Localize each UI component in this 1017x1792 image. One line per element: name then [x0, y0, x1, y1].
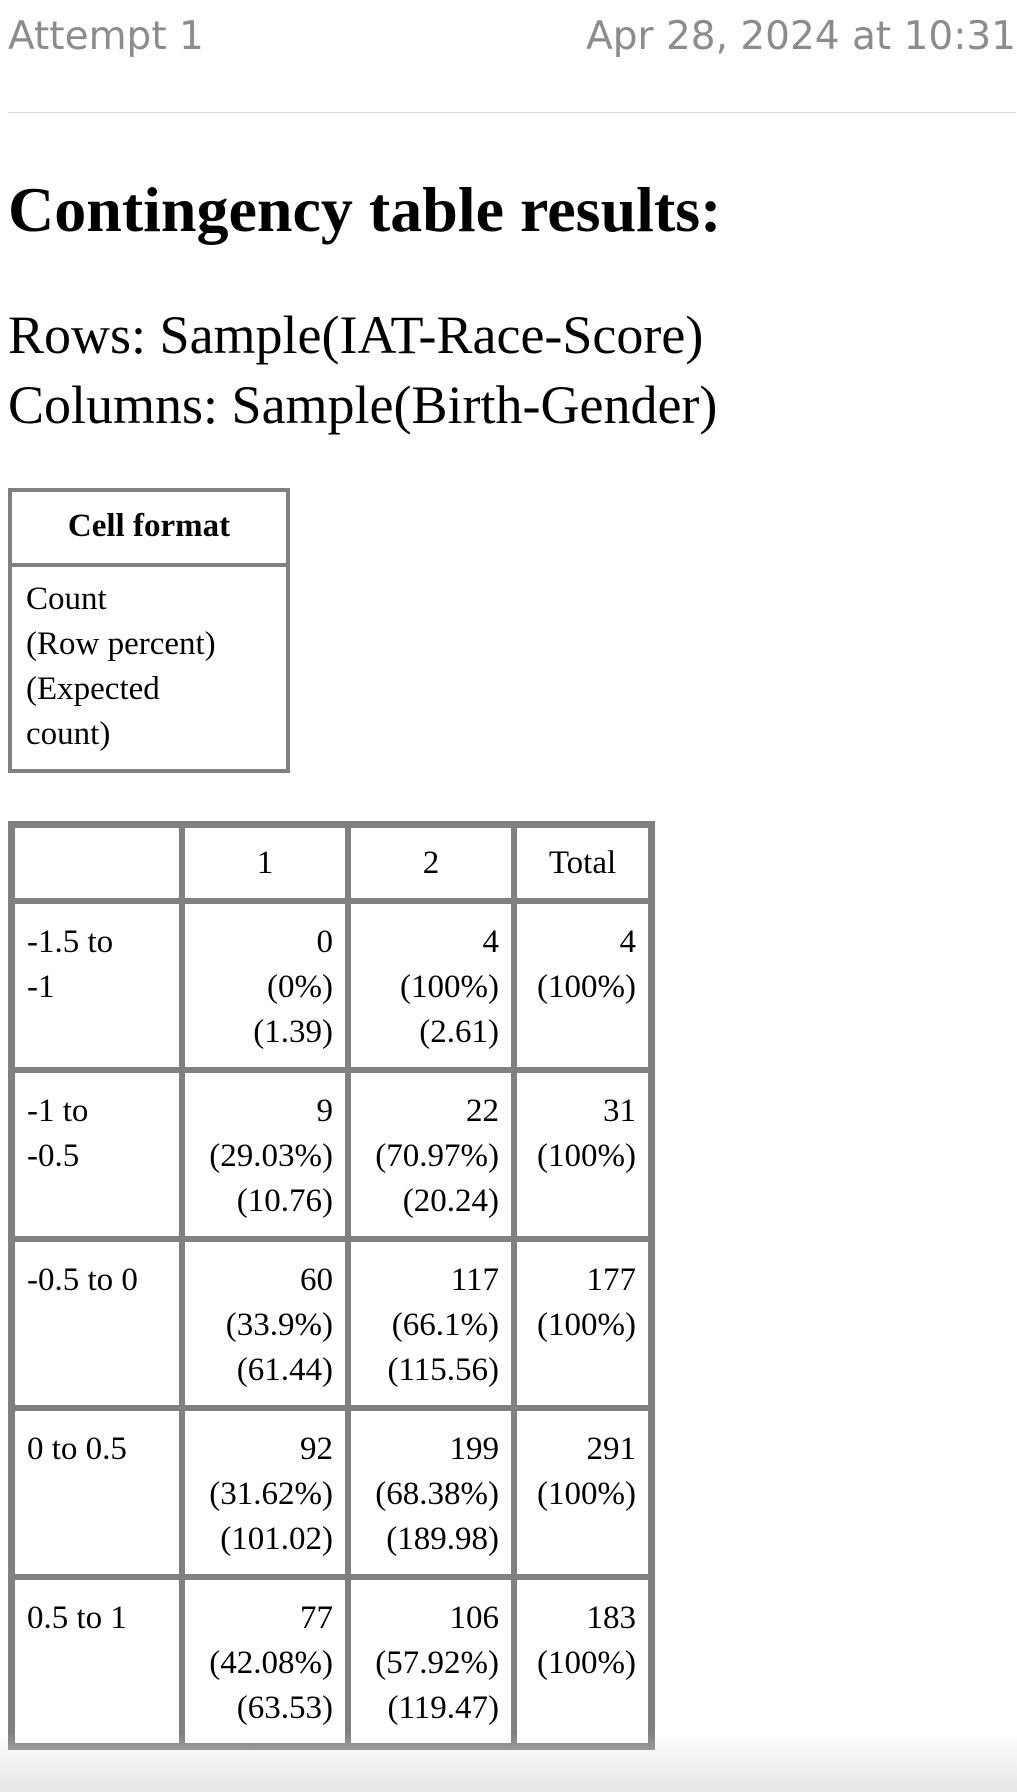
attempt-header — [8, 0, 1016, 113]
cell-format-header: Cell format — [12, 492, 286, 567]
cell-count: 106 — [449, 1600, 499, 1636]
cell-count: 60 — [300, 1262, 333, 1298]
cell-count: 0 — [316, 924, 333, 960]
table-cell — [514, 1239, 651, 1408]
table-row — [12, 1577, 651, 1746]
columns-label: Columns: Sample(Birth-Gender) — [8, 375, 718, 435]
cell-expected-count: (101.02) — [220, 1521, 333, 1557]
cell-row-percent: (0%) — [267, 969, 333, 1005]
cell-expected-count: (63.53) — [236, 1690, 333, 1726]
row-label — [12, 1577, 182, 1746]
cell-count: 291 — [586, 1431, 636, 1467]
output-panel — [8, 170, 721, 1750]
table-cell — [348, 1577, 514, 1746]
cell-count: 4 — [482, 924, 499, 960]
cell-expected-count: (2.61) — [419, 1014, 499, 1050]
table-cell — [182, 1239, 348, 1408]
row-label-line: 0 to 0.5 — [27, 1431, 127, 1467]
cell-row-percent: (100%) — [537, 969, 636, 1005]
cell-format-legend — [8, 488, 290, 773]
cell-row-percent: (100%) — [400, 969, 499, 1005]
cell-format-line: (Expected — [26, 671, 160, 707]
cell-row-percent: (42.08%) — [209, 1645, 333, 1681]
table-cell — [182, 1408, 348, 1577]
row-label-line: -1 — [27, 969, 55, 1005]
table-cell — [514, 1070, 651, 1239]
table-row — [12, 1070, 651, 1239]
table-cell — [514, 1408, 651, 1577]
row-label — [12, 1070, 182, 1239]
cell-row-percent: (70.97%) — [375, 1138, 499, 1174]
row-label-line: -1.5 to — [27, 924, 114, 960]
cell-count: 199 — [449, 1431, 499, 1467]
cell-expected-count: (20.24) — [402, 1183, 499, 1219]
cell-expected-count: (189.98) — [386, 1521, 499, 1557]
row-label-line: 0.5 to 1 — [27, 1600, 127, 1636]
cell-row-percent: (100%) — [537, 1307, 636, 1343]
row-label — [12, 1408, 182, 1577]
cell-count: 9 — [316, 1093, 333, 1129]
cell-count: 22 — [466, 1093, 499, 1129]
cell-count: 31 — [603, 1093, 636, 1129]
table-cell — [182, 1577, 348, 1746]
row-label-line: -0.5 to 0 — [27, 1262, 138, 1298]
table-cell — [348, 901, 514, 1070]
cell-count: 177 — [586, 1262, 636, 1298]
cell-row-percent: (33.9%) — [225, 1307, 333, 1343]
attempt-timestamp: Apr 28, 2024 at 10:31 — [586, 14, 1016, 59]
row-label-line: -1 to — [27, 1093, 89, 1129]
cell-format-body — [12, 567, 286, 769]
cell-row-percent: (66.1%) — [391, 1307, 499, 1343]
cell-count: 4 — [619, 924, 636, 960]
cell-format-line: count) — [26, 716, 111, 752]
cell-row-percent: (31.62%) — [209, 1476, 333, 1512]
cell-expected-count: (10.76) — [236, 1183, 333, 1219]
table-variables — [8, 300, 721, 440]
table-cell — [348, 1239, 514, 1408]
table-cell — [182, 1070, 348, 1239]
cell-count: 92 — [300, 1431, 333, 1467]
table-cell — [514, 901, 651, 1070]
table-cell — [182, 901, 348, 1070]
column-header: Total — [514, 825, 651, 901]
cell-row-percent: (100%) — [537, 1645, 636, 1681]
cell-row-percent: (68.38%) — [375, 1476, 499, 1512]
cell-expected-count: (61.44) — [236, 1352, 333, 1388]
cell-row-percent: (100%) — [537, 1476, 636, 1512]
cell-row-percent: (29.03%) — [209, 1138, 333, 1174]
table-header-row — [12, 825, 651, 901]
table-cell — [348, 1070, 514, 1239]
cell-count: 117 — [450, 1262, 499, 1298]
cell-format-line: (Row percent) — [26, 626, 216, 662]
table-row — [12, 901, 651, 1070]
cell-expected-count: (115.56) — [387, 1352, 499, 1388]
cell-count: 77 — [300, 1600, 333, 1636]
output-title: Contingency table results: — [8, 174, 722, 245]
cell-expected-count: (119.47) — [387, 1690, 499, 1726]
column-header: 1 — [182, 825, 348, 901]
rows-label: Rows: Sample(IAT-Race-Score) — [8, 305, 704, 365]
table-row — [12, 1239, 651, 1408]
cell-expected-count: (1.39) — [253, 1014, 333, 1050]
contingency-table — [8, 821, 655, 1750]
row-label-line: -0.5 — [27, 1138, 80, 1174]
row-label — [12, 1239, 182, 1408]
cell-count: 183 — [586, 1600, 636, 1636]
table-cell — [514, 1577, 651, 1746]
cell-format-line: Count — [26, 581, 107, 617]
cell-row-percent: (100%) — [537, 1138, 636, 1174]
cell-row-percent: (57.92%) — [375, 1645, 499, 1681]
row-label — [12, 901, 182, 1070]
attempt-label: Attempt 1 — [8, 14, 204, 59]
column-header: 2 — [348, 825, 514, 901]
table-row — [12, 1408, 651, 1577]
corner-cell — [12, 825, 182, 901]
table-cell — [348, 1408, 514, 1577]
